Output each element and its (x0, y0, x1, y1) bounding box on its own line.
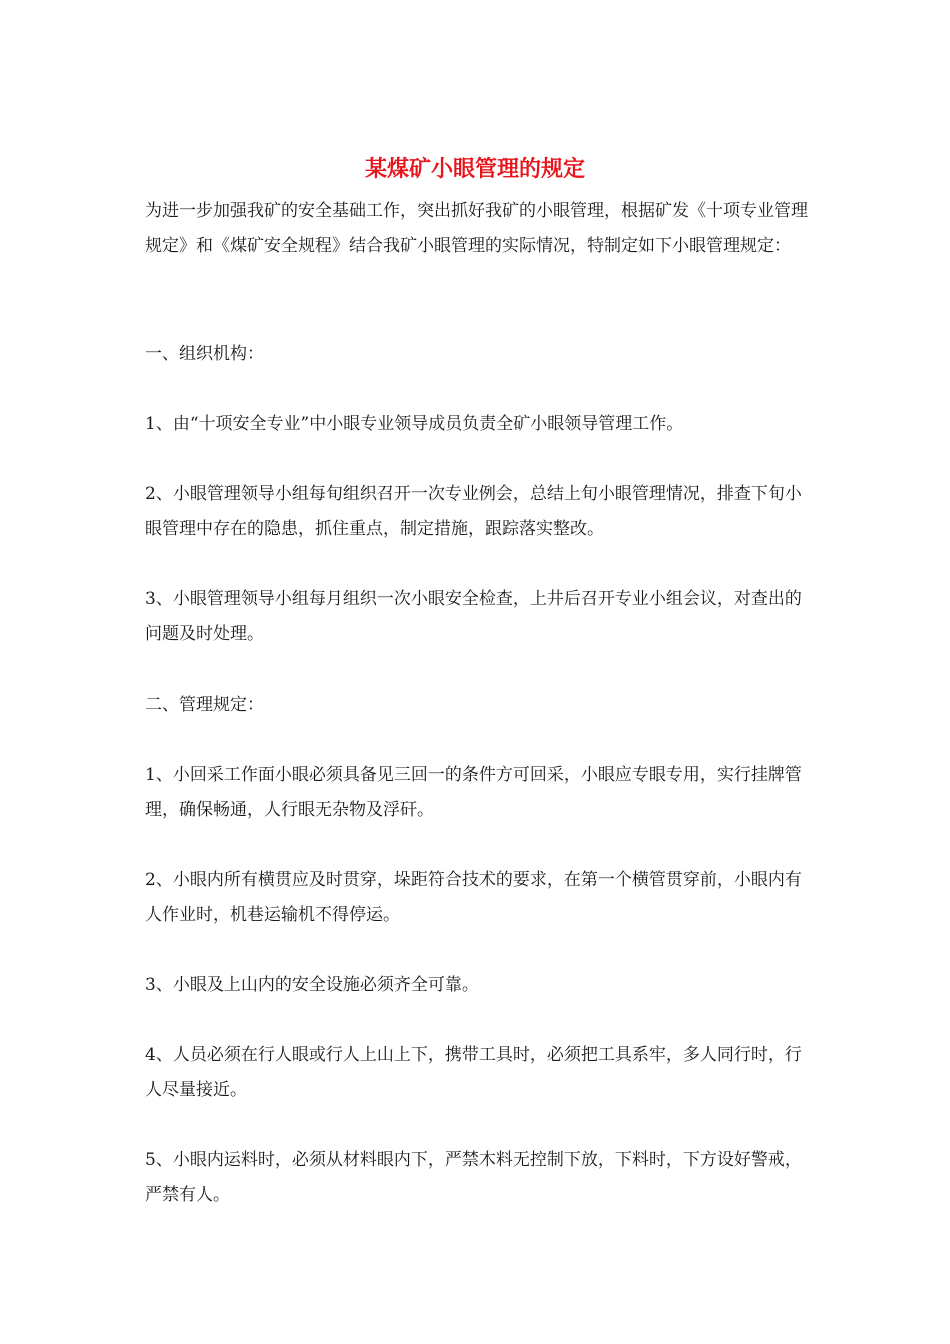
paragraph-org-item-2: 2、小眼管理领导小组每旬组织召开一次专业例会，总结上旬小眼管理情况，排查下旬小眼管理中存在的隐患，抓住重点，制定措施，跟踪落实整改。 (145, 484, 802, 539)
paragraph-rule-item-3: 3、小眼及上山内的安全设施必须齐全可靠。 (145, 975, 479, 995)
paragraph-org-item-3: 3、小眼管理领导小组每月组织一次小眼安全检查，上井后召开专业小组会议，对查出的问题及时处理。 (145, 589, 802, 644)
document-title: 某煤矿小眼管理的规定 (364, 156, 585, 182)
paragraph-rule-item-1: 1、小回采工作面小眼必须具备见三回一的条件方可回采，小眼应专眼专用，实行挂牌管理，确保畅通，人行眼无杂物及浮矸。 (145, 765, 802, 820)
paragraph-rule-item-5: 5、小眼内运料时，必须从材料眼内下，严禁木料无控制下放，下料时，下方设好警戒，严禁有人。 (145, 1150, 802, 1205)
section-heading-rules: 二、管理规定： (145, 695, 264, 715)
section-heading-organization: 一、组织机构： (145, 344, 264, 364)
paragraph-org-item-1: 1、由“十项安全专业”中小眼专业领导成员负责全矿小眼领导管理工作。 (145, 414, 684, 434)
intro-paragraph: 为进一步加强我矿的安全基础工作，突出抓好我矿的小眼管理，根据矿发《十项专业管理规定》和《煤矿安全规程》结合我矿小眼管理的实际情况，特制定如下小眼管理规定： (145, 201, 808, 256)
paragraph-rule-item-2: 2、小眼内所有横贯应及时贯穿，垛距符合技术的要求，在第一个横管贯穿前，小眼内有人作业时，机巷运输机不得停运。 (145, 870, 802, 925)
paragraph-rule-item-4: 4、人员必须在行人眼或行人上山上下，携带工具时，必须把工具系牢，多人同行时，行人尽量接近。 (145, 1045, 802, 1100)
